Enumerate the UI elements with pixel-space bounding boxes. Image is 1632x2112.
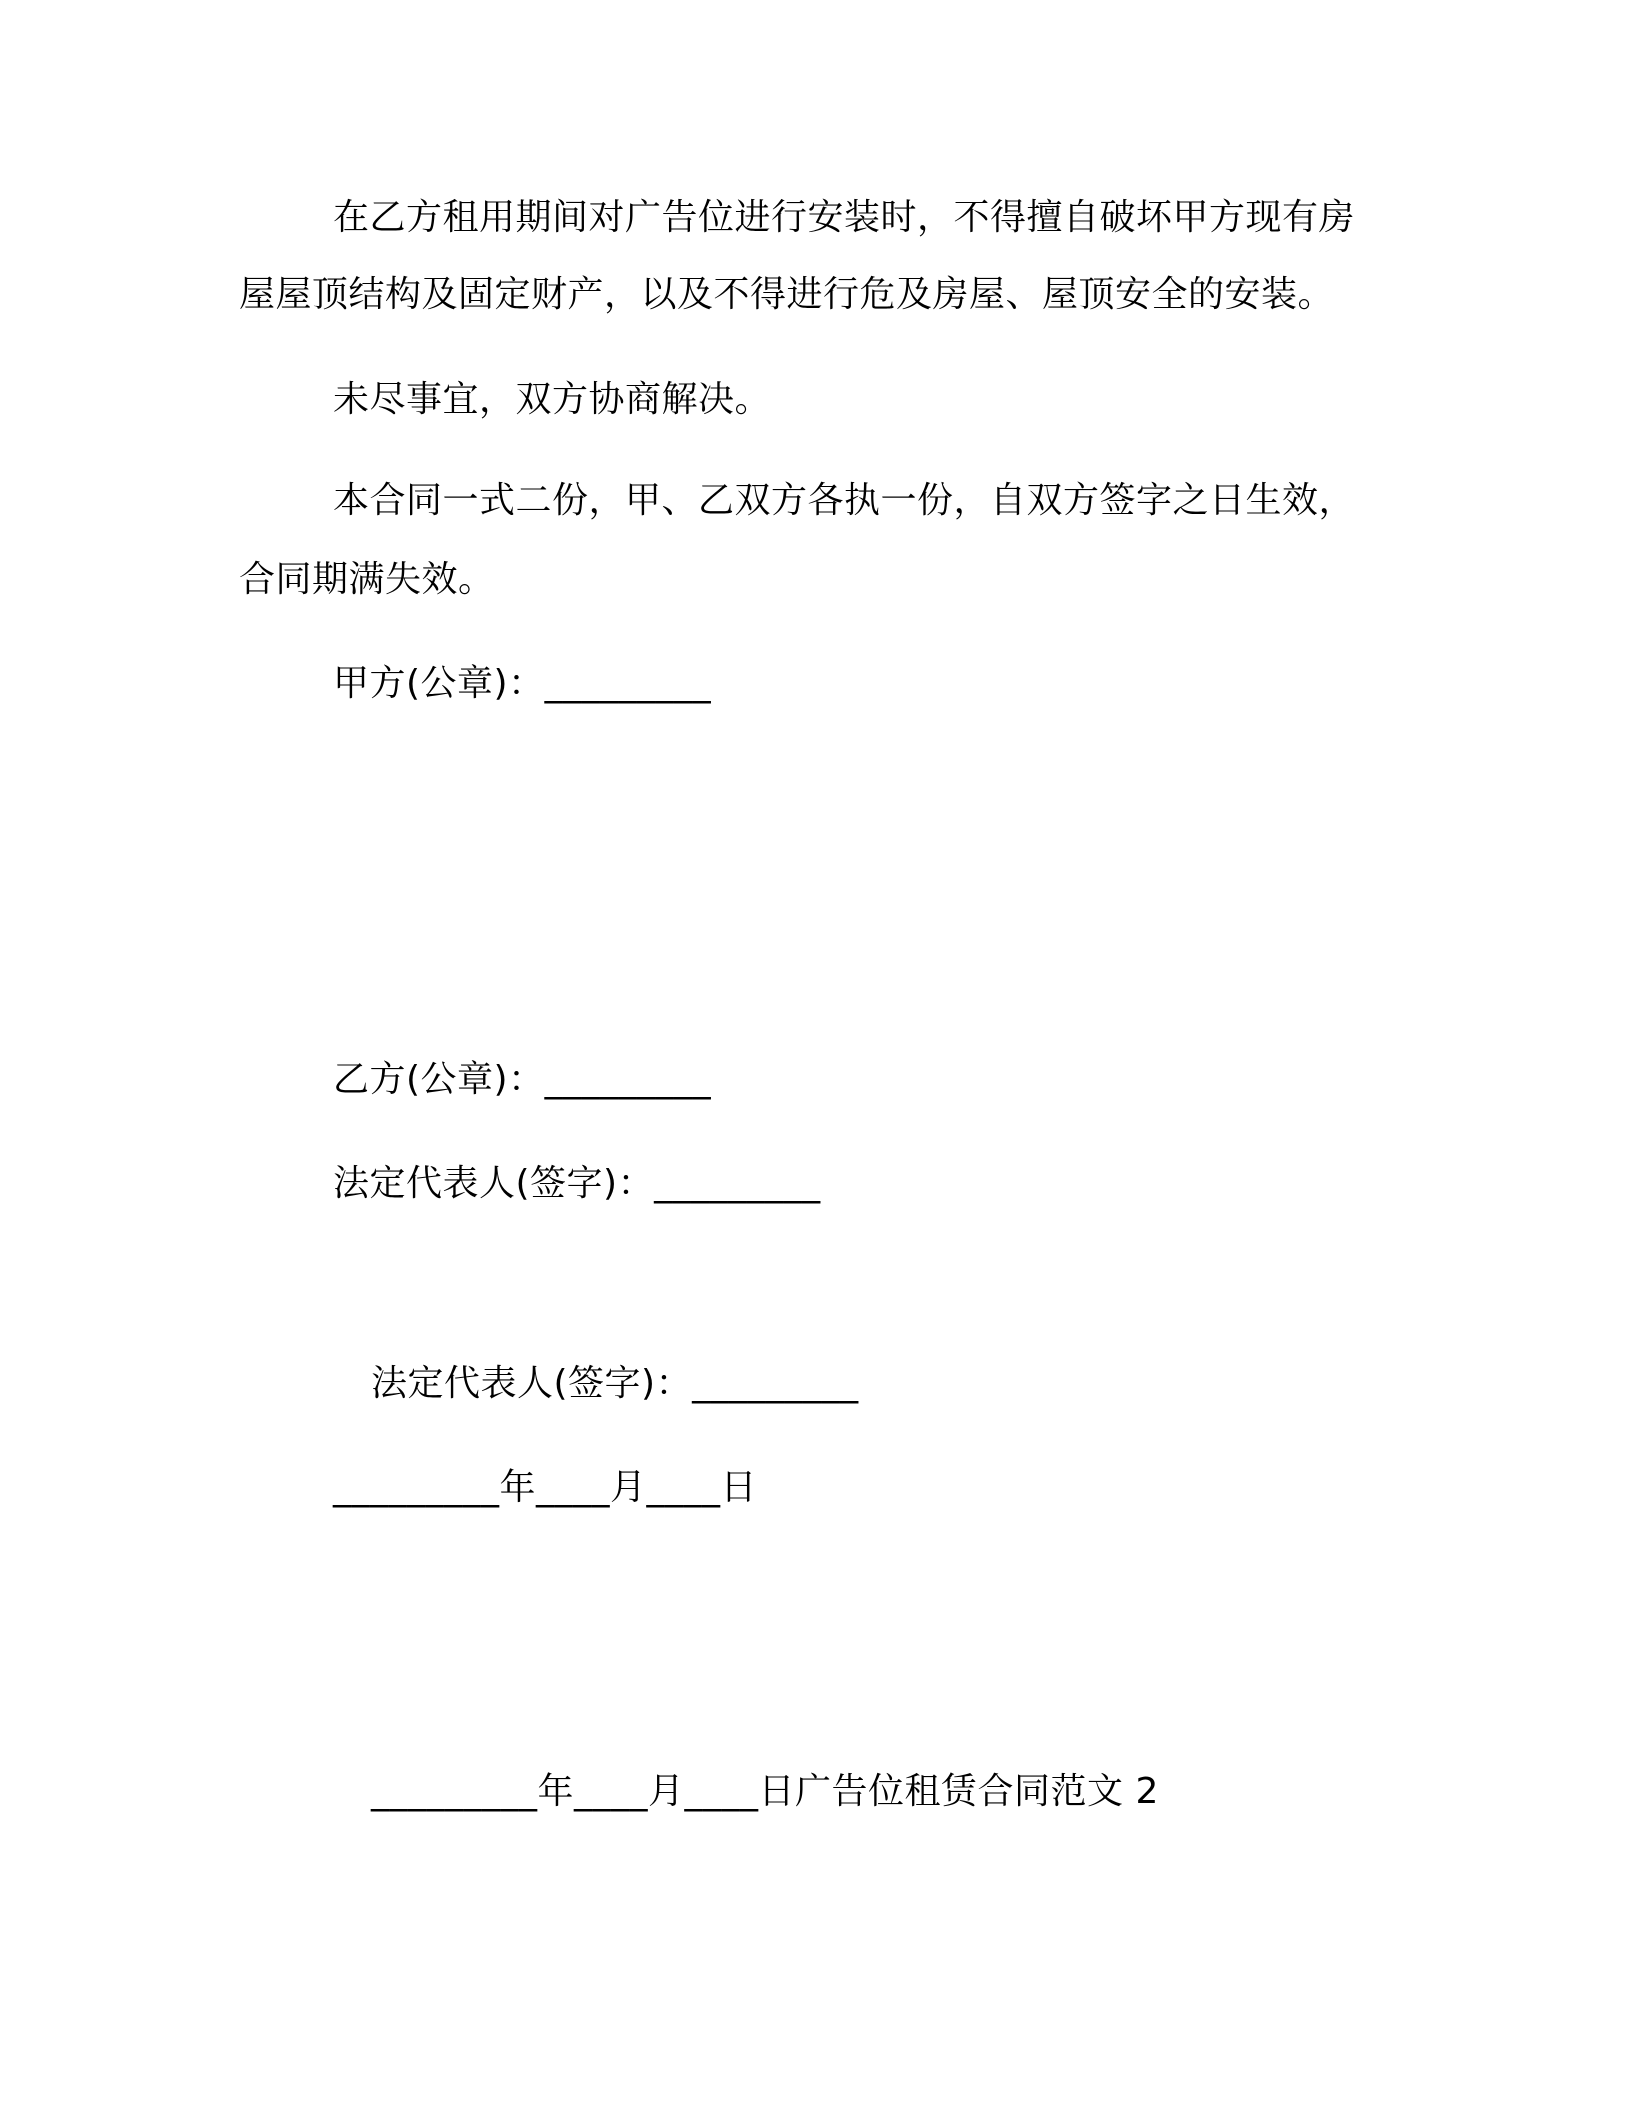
paragraph-copies-line-1: 本合同一式二份，甲、乙双方各执一份，自双方签字之日生效， bbox=[333, 480, 1356, 521]
paragraph-installation-line-1: 在乙方租用期间对广告位进行安装时，不得擅自破坏甲方现有房 bbox=[333, 197, 1356, 238]
party-b-seal-line: 乙方(公章)：_________ bbox=[333, 1059, 712, 1100]
date-line: _________年____月____日 bbox=[333, 1467, 757, 1508]
legal-representative-line-2: 法定代表人(签字)：_________ bbox=[371, 1363, 859, 1404]
paragraph-installation-line-2: 屋屋顶结构及固定财产，以及不得进行危及房屋、屋顶安全的安装。 bbox=[239, 274, 1335, 315]
legal-representative-line-1: 法定代表人(签字)：_________ bbox=[333, 1163, 821, 1204]
next-contract-title: _________年____月____日广告位租赁合同范文 2 bbox=[371, 1771, 1159, 1812]
party-a-seal-line: 甲方(公章)：_________ bbox=[333, 663, 712, 704]
paragraph-copies-line-2: 合同期满失效。 bbox=[239, 559, 495, 600]
paragraph-unresolved-matters: 未尽事宜，双方协商解决。 bbox=[333, 379, 772, 420]
